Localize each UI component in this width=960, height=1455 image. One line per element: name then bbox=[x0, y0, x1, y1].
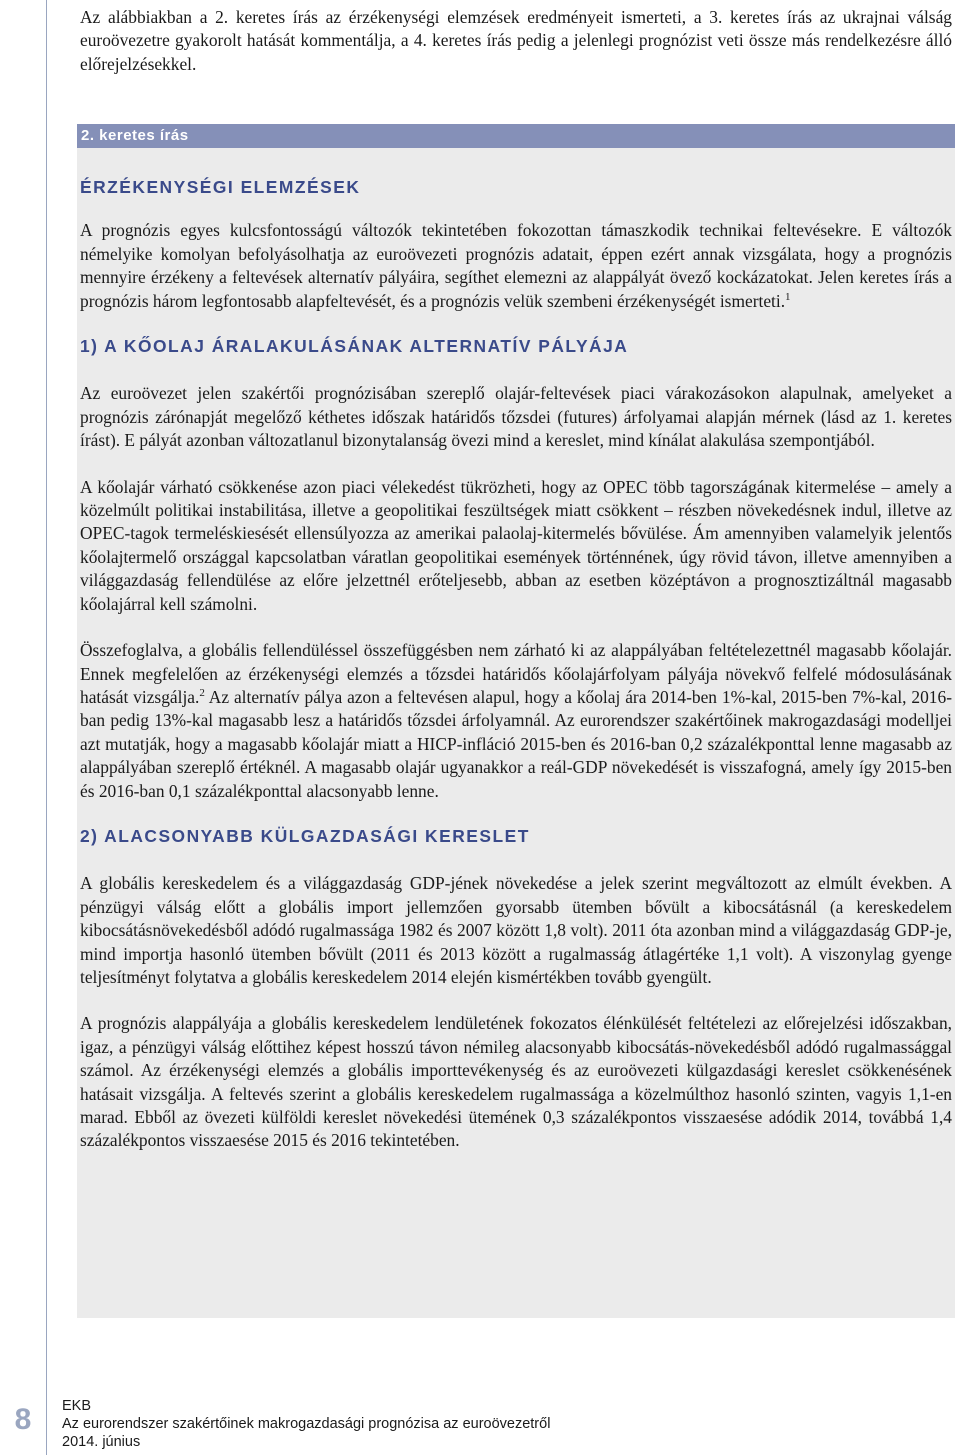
section-1-title: 1) A KŐOLAJ ÁRALAKULÁSÁNAK ALTERNATÍV PÁLYÁJA bbox=[80, 336, 629, 357]
section-2-paragraph-1: A globális kereskedelem és a világgazdaság GDP-jének növekedése a jelek szerint megváltozott az elmúlt években. A pénzügyi válság előtt a globális import jellemzően gyorsabb ütemben bővült a kibocsátásnál (a kereskedelem kibocsátásnövekedésből adódó rugalmassága 1982 és 2007 között 1,8 volt). 2011 óta azonban mind a világgazdaság GDP-je, mind importja hasonló ütemben bővült (2011 és 2013 között a rugalmasság átlagértéke 1,1 volt). A viszonylag gyenge teljesítményt folytatva a globális kereskedelem 2014 elején kismértékben tovább gyengült. bbox=[80, 873, 952, 987]
box-header: 2. keretes írás bbox=[77, 124, 955, 148]
section-1-paragraph-2: A kőolajár várható csökkenése azon piaci vélekedést tükrözheti, hogy az OPEC több tagországának kitermelése – amely a közelmúlt politikai instabilitása, illetve a geopolitikai feszültségek miatt csökkent – részben növekedésnek indul, illetve az OPEC-tagok termeléskiesését ellensúlyozza az amerikai palaolaj-kitermelés bővülése. Ám amennyiben valamelyik jelentős kőolajtermelő országgal kapcsolatban váratlan geopolitikai események történnének, úgy rövid távon, illetve amennyiben a világgazdaság fellendülése az előre jelzettnél erőteljesebb, abban az esetben középtávon a prognosztizáltnál magasabb kőolajárral kell számolni. bbox=[80, 476, 952, 614]
section-1-paragraph-3 bbox=[80, 639, 952, 803]
section-1-paragraph-3-text-a: Összefoglalva, a globális fellendüléssel összefüggésben nem zárható ki az alappályában feltételezettnél magasabb kőolajár. Ennek megfelelően az érzékenységi elemzés a tőzsdei határidős kőolajárfolyam pályája növekvő felfelé módosulásának hatását vizsgálja. bbox=[80, 640, 952, 707]
footnote-ref-1[interactable]: 1 bbox=[785, 290, 791, 303]
intro-paragraph: Az alábbiakban a 2. keretes írás az érzékenységi elemzések eredményeit ismerteti, a 3. keretes írás az ukrajnai válság euroövezetre gyakorolt hatását kommentálja, a 4. keretes írás pedig a jelenlegi prognózist veti össze más rendelkezésre álló előrejelzésekkel. bbox=[80, 7, 952, 74]
box-title: ÉRZÉKENYSÉGI ELEMZÉSEK bbox=[80, 177, 361, 197]
box-paragraph-1 bbox=[80, 219, 952, 313]
box-2 bbox=[77, 124, 955, 1318]
footer-publication-title: Az eurorendszer szakértőinek makrogazdasági prognózisa az euroövezetről bbox=[62, 1416, 551, 1432]
box-paragraph-1-text: A prognózis egyes kulcsfontosságú változók tekintetében fokozottan támaszkodik technikai feltevésekre. E változók némelyike komolyan befolyásolhatja az euroövezeti prognózis adatait, éppen ezért annak vizsgálata, hogy a prognózis mennyire érzékeny a feltevések alternatív pályáira, segíthet elemezni az alappályát övező kockázatokat. Jelen keretes írás a prognózis három legfontosabb alapfeltevését, és a prognózis velük szembeni érzékenységét ismerteti. bbox=[80, 220, 952, 311]
section-2-title: 2) ALACSONYABB KÜLGAZDASÁGI KERESLET bbox=[80, 825, 530, 846]
page-number bbox=[0, 1390, 46, 1450]
footer-date: 2014. június bbox=[62, 1434, 141, 1450]
section-1-paragraph-1: Az euroövezet jelen szakértői prognózisában szereplő olajár-feltevések piaci várakozásokon alapulnak, amelyeket a prognózis zárónapját megelőző kéthetes időszak határidős tőzsdei (futures) árfolyamai alapján mérnek (lásd az 1. keretes írást). E pályát azonban változatlanul bizonytalanság övezi mind a kereslet, mind kínálat alakulása szempontjából. bbox=[80, 383, 952, 451]
footnote-ref-2[interactable]: 2 bbox=[199, 687, 205, 700]
section-2-paragraph-2: A prognózis alappályája a globális kereskedelem lendületének fokozatos élénkülését feltételezi az előrejelzési időszakban, igaz, a pénzügyi válság előttihez képest hosszú távon némileg alacsonyabb kibocsátás-növekedésből adódó rugalmassággal számol. Az érzékenységi elemzés a globális importtevékenység és az euroövezeti külgazdasági kereslet csökkenésének hatásait vizsgálja. A feltevés szerint a globális kereskedelem rugalmassága a közelmúlthoz hasonló szinten, vagyis 1,1-en marad. Ebből az övezeti külföldi kereslet növekedési ütemének 0,3 százalékpontos visszaesése adódik 2014, továbbá 1,4 százalékpontos visszaesése 2015 és 2016 tekintetében. bbox=[80, 1013, 952, 1151]
margin-rule bbox=[46, 0, 47, 1455]
page-footer bbox=[62, 1397, 550, 1451]
page-number-text: 8 bbox=[14, 1403, 32, 1436]
section-1-paragraph-3-text-b: Az alternatív pálya azon a feltevésen alapul, hogy a kőolaj ára 2014-ben 1%-kal, 2015-ben 7%-kal, 2016-ban pedig 13%-kal magasabb lesz a határidős tőzsdei árfolyamnál. Az eurorendszer szakértőinek makrogazdasági modelljei azt mutatják, hogy a magasabb kőolajár miatt a HICP-infláció 2015-ben és 2016-ban 0,2 százalékponttal lenne magasabb az alappályában szereplő értéknél. A magasabb olajár ugyanakkor a reál-GDP növekedését is visszafogná, amely így 2015-ben és 2016-ban 0,1 százalékponttal alacsonyabb lenne. bbox=[80, 686, 952, 801]
footer-publisher: EKB bbox=[62, 1398, 92, 1414]
